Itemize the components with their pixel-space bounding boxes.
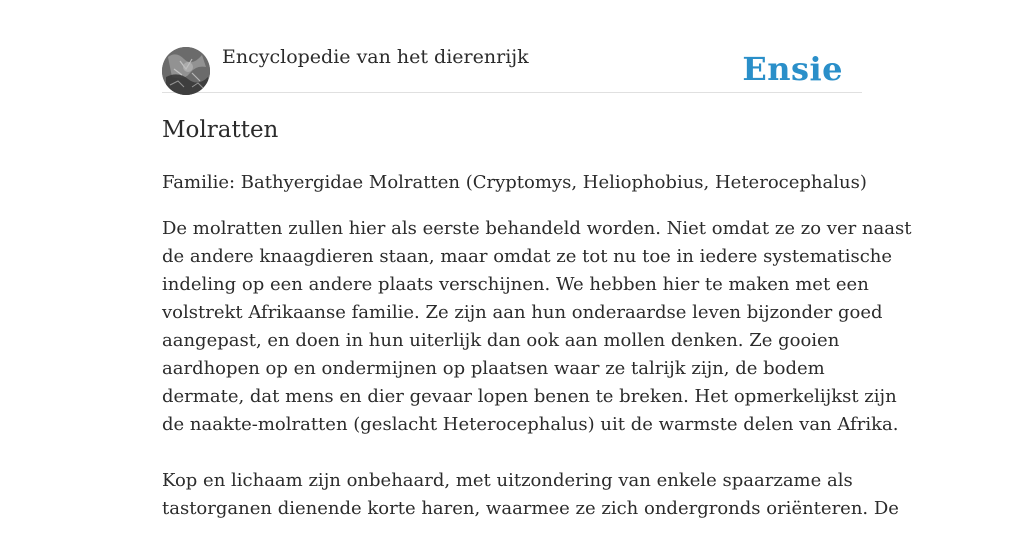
text-line: volstrekt Afrikaanse familie. Ze zijn aan hun onderaardse leven bijzonder goed: [162, 302, 883, 323]
family-line: Familie: Bathyergidae Molratten (Cryptomys, Heliophobius, Heterocephalus): [162, 172, 867, 193]
header: [162, 0, 862, 93]
text-line: indeling op een andere plaats verschijnen. We hebben hier te maken met een: [162, 274, 869, 295]
paragraph-1: [162, 215, 912, 439]
encyclopedia-cover-icon: [162, 47, 210, 95]
brand-logo[interactable]: Ensie: [742, 50, 843, 88]
text-line: de naakte-molratten (geslacht Heterocephalus) uit de warmste delen van Afrika.: [162, 414, 899, 435]
text-line: aangepast, en doen in hun uiterlijk dan ook aan mollen denken. Ze gooien: [162, 330, 840, 351]
text-line: Kop en lichaam zijn onbehaard, met uitzondering van enkele spaarzame als: [162, 470, 853, 491]
article-title: Molratten: [162, 117, 279, 143]
text-line: tastorganen dienende korte haren, waarmee ze zich ondergronds oriënteren. De: [162, 498, 899, 519]
source-avatar[interactable]: [162, 47, 210, 95]
source-title[interactable]: Encyclopedie van het dierenrijk: [222, 46, 529, 68]
text-line: aardhopen op en ondermijnen op plaatsen waar ze talrijk zijn, de bodem: [162, 358, 825, 379]
text-line: de andere knaagdieren staan, maar omdat ze tot nu toe in iedere systematische: [162, 246, 893, 267]
paragraph-2: [162, 467, 899, 523]
article-page: [162, 0, 912, 519]
text-line: De molratten zullen hier als eerste behandeld worden. Niet omdat ze zo ver naast: [162, 218, 912, 239]
article-body: [162, 215, 912, 551]
text-line: dermate, dat mens en dier gevaar lopen benen te breken. Het opmerkelijkst zijn: [162, 386, 897, 407]
